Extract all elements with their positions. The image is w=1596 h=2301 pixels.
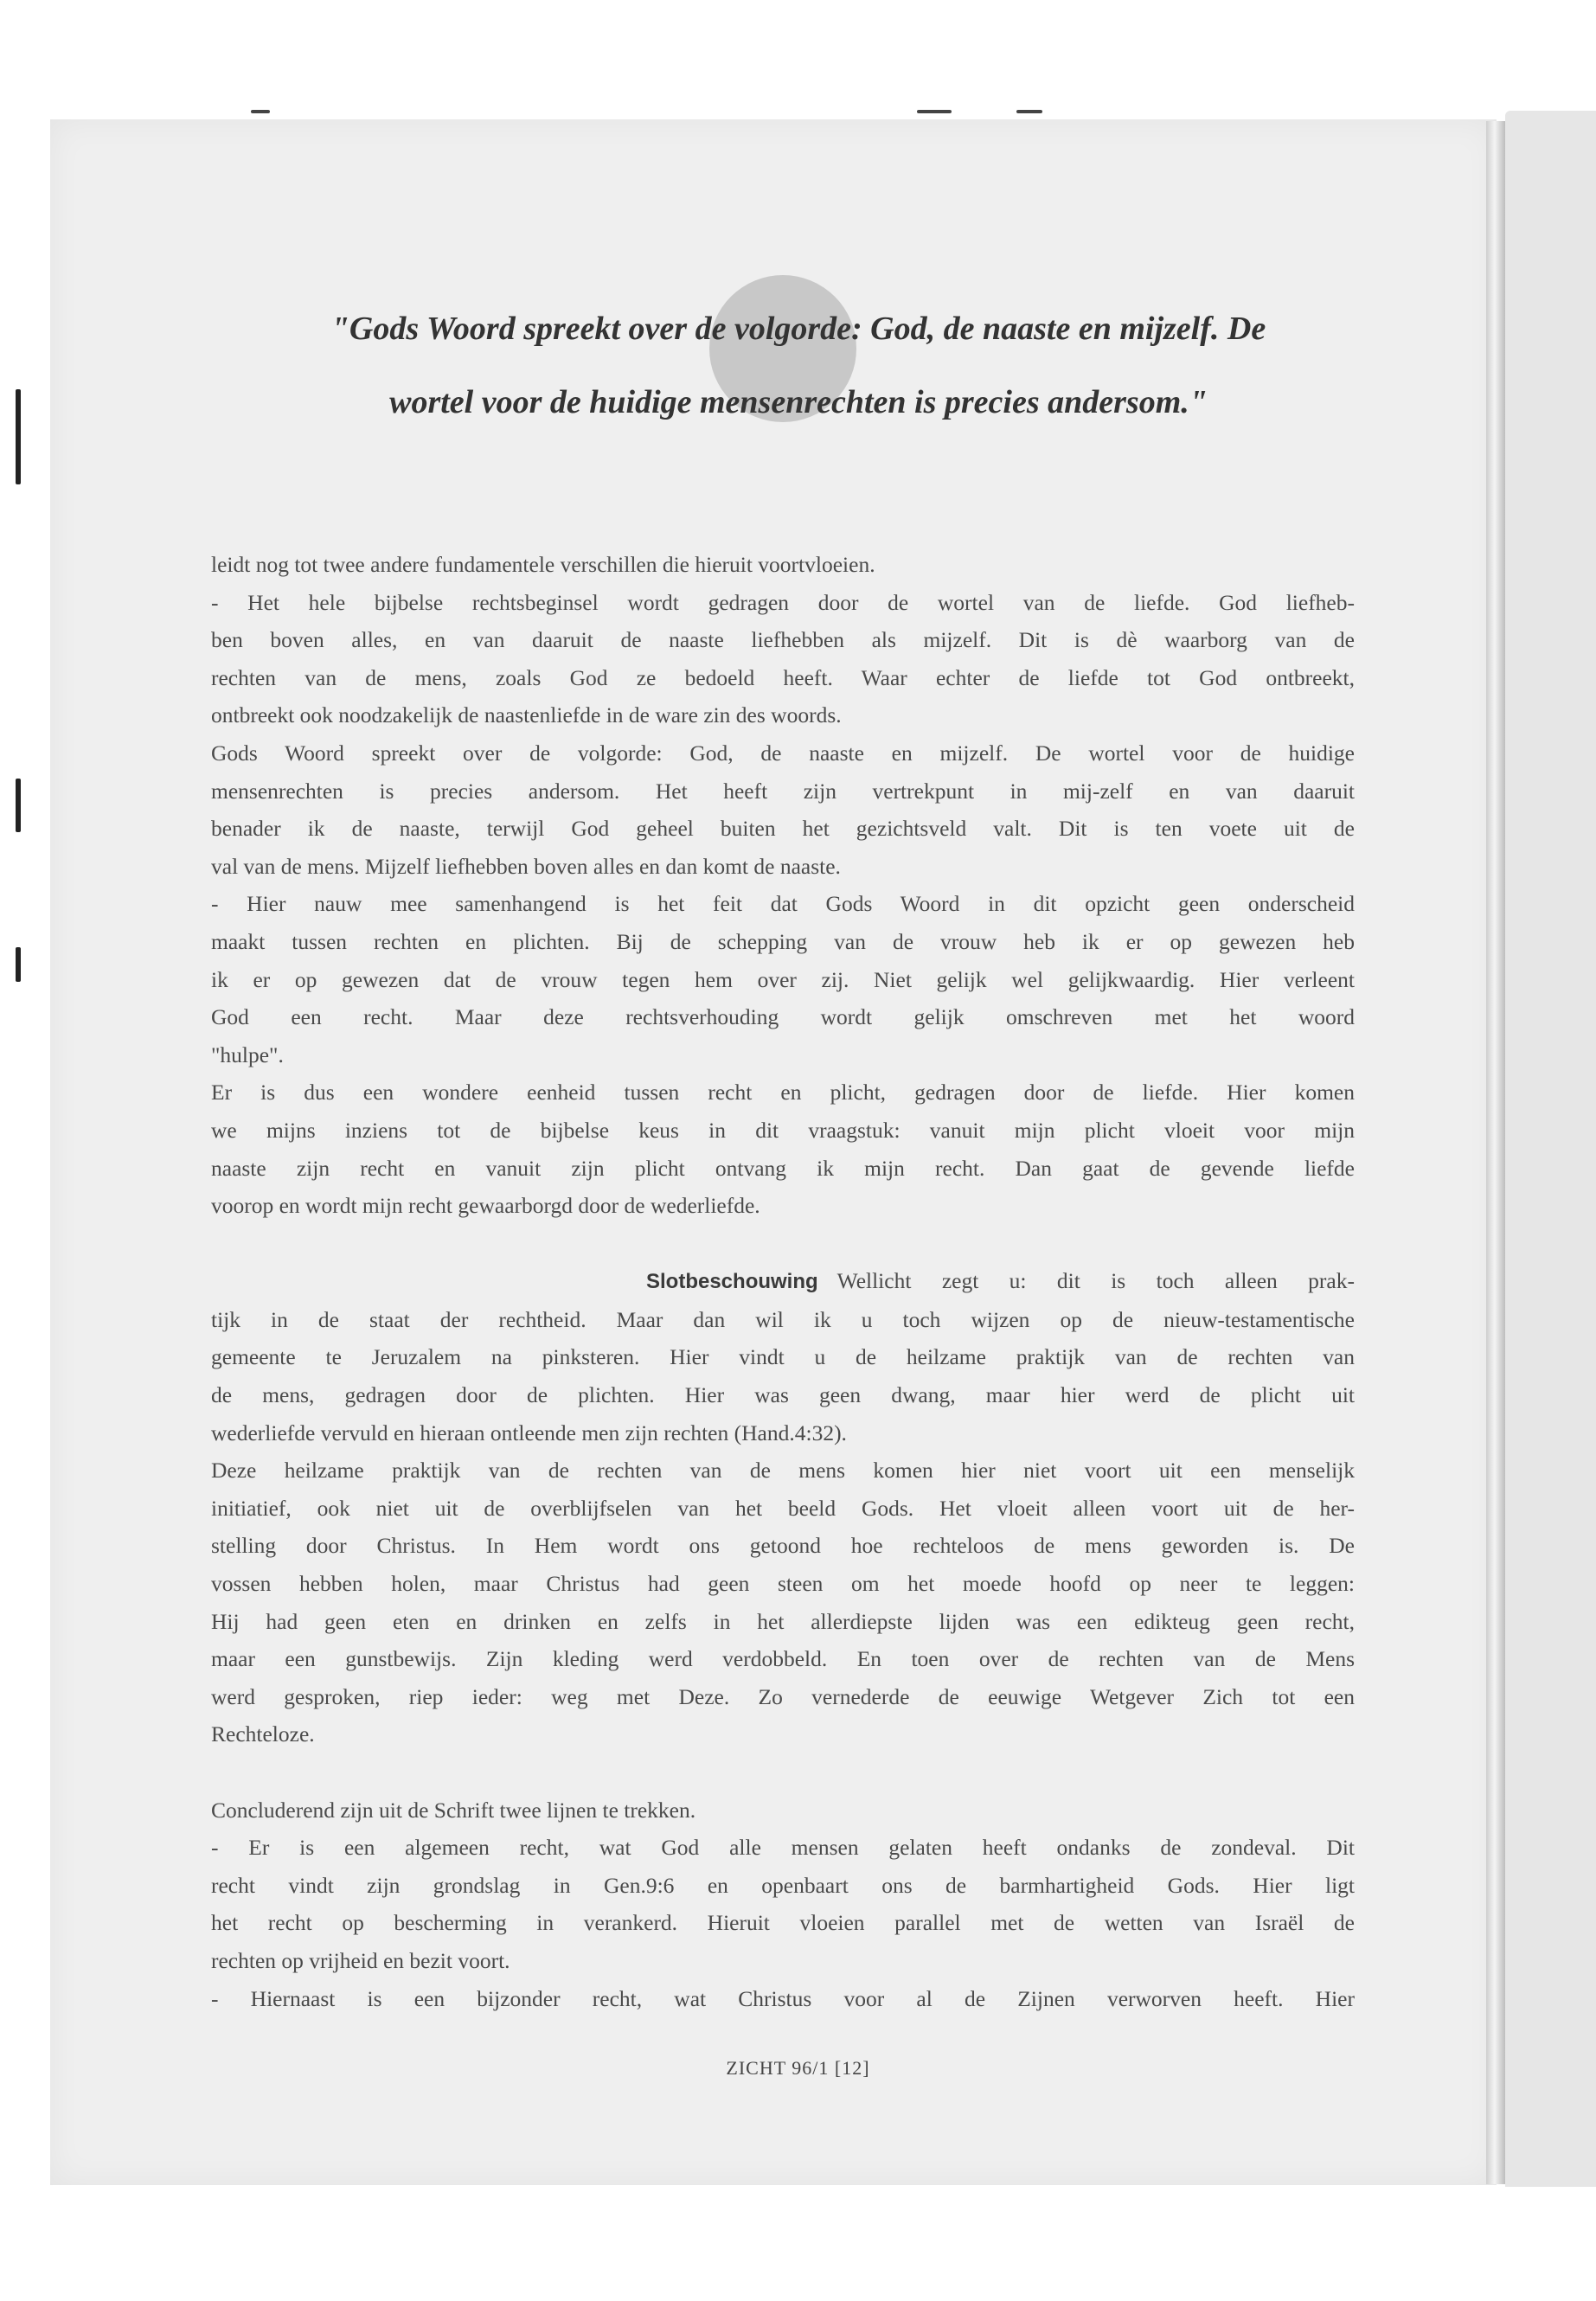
text-line: - Er is een algemeen recht, wat God alle mensen gelaten heeft ondanks de zondeval. Dit <box>211 1835 1355 1861</box>
text-line: - Hier nauw mee samenhangend is het feit dat Gods Woord in dit opzicht geen onderscheid <box>211 891 1355 917</box>
page-footer <box>0 2057 1596 2080</box>
text-line: naaste zijn recht en vanuit zijn plicht ontvang ik mijn recht. Dan gaat de gevende liefde <box>211 1155 1355 1181</box>
text-line: "hulpe". <box>211 1042 284 1067</box>
pull-quote-line: wortel voor de huidige mensenrechten is precies andersom." <box>389 384 1208 420</box>
text-line: initiatief, ook niet uit de overblijfselen van het beeld Gods. Het vloeit alleen voort uit de her- <box>211 1495 1355 1521</box>
text-line: tijk in de staat der rechtheid. Maar dan wil ik u toch wijzen op de nieuw-testamentische <box>211 1306 1355 1332</box>
text-line: ik er op gewezen dat de vrouw tegen hem over zij. Niet gelijk wel gelijkwaardig. Hier verleent <box>211 966 1355 992</box>
text-line: ben boven alles, en van daaruit de naaste liefhebben als mijzelf. Dit is dè waarborg van de <box>211 627 1355 653</box>
section-opening <box>211 1262 1355 1301</box>
text-line: Hij had geen eten en drinken en zelfs in het allerdiepste lijden was een edikteug geen recht, <box>211 1608 1355 1634</box>
edge-mark <box>16 389 21 484</box>
text-line: God een recht. Maar deze rechtsverhouding wordt gelijk omschreven met het woord <box>211 1004 1355 1030</box>
page-binding <box>1486 121 1505 2184</box>
text-line: de mens, gedragen door de plichten. Hier was geen dwang, maar hier werd de plicht uit <box>211 1382 1355 1408</box>
text-line: Rechteloze. <box>211 1721 315 1747</box>
conclusion-block <box>211 1791 1355 2018</box>
text-line: - Het hele bijbelse rechtsbeginsel wordt gedragen door de wortel van de liefde. God liefheb- <box>211 589 1355 615</box>
text-line: benader ik de naaste, terwijl God geheel buiten het gezichtsveld valt. Dit is ten voete uit de <box>211 816 1355 842</box>
article-body <box>211 546 1355 2017</box>
text-line: wederliefde vervuld en hieraan ontleende men zijn rechten (Hand.4:32). <box>211 1420 847 1445</box>
edge-mark <box>1016 110 1042 113</box>
text-line: maakt tussen rechten en plichten. Bij de schepping van de vrouw heb ik er op gewezen heb <box>211 928 1355 954</box>
edge-mark <box>251 110 270 113</box>
text-line: Gods Woord spreekt over de volgorde: God, de naaste en mijzelf. De wortel voor de huidige <box>211 740 1355 766</box>
text-line: Er is dus een wondere eenheid tussen recht en plicht, gedragen door de liefde. Hier komen <box>211 1080 1355 1106</box>
next-page-edge <box>1505 111 1596 2187</box>
text-line: het recht op bescherming in verankerd. Hieruit vloeien parallel met de wetten van Israël de <box>211 1910 1355 1936</box>
edge-mark <box>16 779 21 832</box>
intro-block <box>211 546 1355 1225</box>
edge-mark <box>16 947 21 982</box>
text-line: maar een gunstbewijs. Zijn kleding werd verdobbeld. En toen over de rechten van de Mens <box>211 1646 1355 1672</box>
text-line: gemeente te Jeruzalem na pinksteren. Hier vindt u de heilzame praktijk van de rechten van <box>211 1344 1355 1370</box>
section-heading: Slotbeschouwing <box>646 1270 818 1294</box>
pull-quote-line: "Gods Woord spreekt over de volgorde: God, de naaste en mijzelf. De <box>330 311 1266 347</box>
text-line: ontbreekt ook noodzakelijk de naastenliefde in de ware zin des woords. <box>211 702 842 728</box>
text-line: Concluderend zijn uit de Schrift twee lijnen te trekken. <box>211 1797 696 1823</box>
text-line: - Hiernaast is een bijzonder recht, wat Christus voor al de Zijnen verworven heeft. Hier <box>211 1985 1355 2011</box>
section-block <box>211 1301 1355 1753</box>
text-line: voorop en wordt mijn recht gewaarborgd door de wederliefde. <box>211 1193 760 1219</box>
text-line: rechten op vrijheid en bezit voort. <box>211 1947 510 1973</box>
text-line: stelling door Christus. In Hem wordt ons getoond hoe rechteloos de mens geworden is. De <box>211 1533 1355 1559</box>
text-line: Deze heilzame praktijk van de rechten van de mens komen hier niet voort uit een menselijk <box>211 1458 1355 1484</box>
text-line: val van de mens. Mijzelf liefhebben boven alles en dan komt de naaste. <box>211 853 841 879</box>
page-reference: ZICHT 96/1 [12] <box>726 2057 870 2079</box>
section-first-line: Wellicht zegt u: dit is toch alleen prak- <box>836 1268 1355 1294</box>
text-line: mensenrechten is precies andersom. Het heeft zijn vertrekpunt in mij-zelf en van daaruit <box>211 778 1355 804</box>
text-line: werd gesproken, riep ieder: weg met Deze. Zo vernederde de eeuwige Wetgever Zich tot een <box>211 1683 1355 1709</box>
text-line: we mijns inziens tot de bijbelse keus in dit vraagstuk: vanuit mijn plicht vloeit voor mijn <box>211 1117 1355 1143</box>
text-line: recht vindt zijn grondslag in Gen.9:6 en openbaart ons de barmhartigheid Gods. Hier ligt <box>211 1872 1355 1898</box>
edge-mark <box>917 110 952 113</box>
text-line: rechten van de mens, zoals God ze bedoeld heeft. Waar echter de liefde tot God ontbreekt, <box>211 664 1355 690</box>
text-line: vossen hebben holen, maar Christus had geen steen om het moede hoofd op neer te leggen: <box>211 1571 1355 1597</box>
text-line: leidt nog tot twee andere fundamentele verschillen die hieruit voortvloeien. <box>211 552 875 577</box>
pull-quote <box>206 292 1391 439</box>
